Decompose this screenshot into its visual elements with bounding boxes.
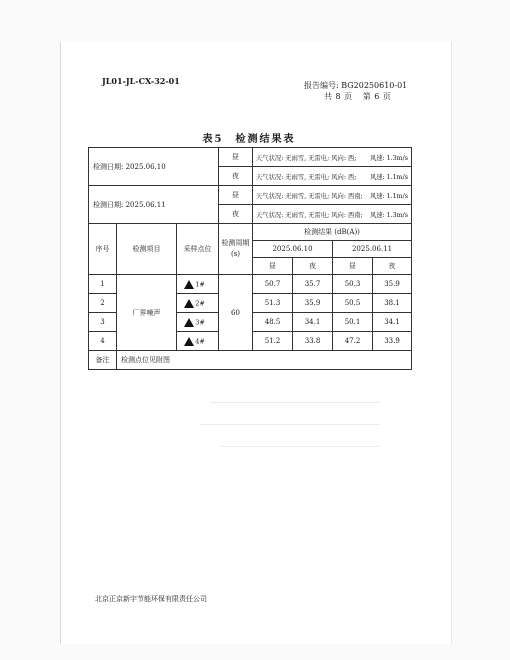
col-date2-header: 2025.06.11 [333,241,412,258]
weather-info [253,148,412,167]
weather-period: 昼 [219,186,253,205]
remark-row [89,351,412,370]
weather-info [253,186,412,205]
result-cell: 51.2 [253,332,293,351]
remark-text: 检测点位见附图 [117,351,412,370]
total-pages: 共 8 页 [324,92,353,101]
triangle-marker-icon [184,318,194,327]
point-label: 3# [195,318,205,326]
table-number: 表5 [202,134,224,145]
wind-direction: 风向: 西南; [331,211,363,219]
col-result-header: 检测结果 (dB(A)) [253,224,412,241]
weather-row [89,186,412,205]
report-number: 报告编号: BG20250610-01 [304,81,408,90]
triangle-marker-icon [184,337,194,346]
result-cell: 51.3 [253,294,293,313]
col-day-header: 昼 [333,258,373,275]
result-cell: 50.1 [333,313,373,332]
result-cell: 35.9 [293,294,333,313]
result-cell: 38.1 [373,294,412,313]
company-name-footer: 北京正京新宇节能环保有限责任公司 [95,595,207,603]
triangle-marker-icon [184,299,194,308]
sampling-point [177,313,219,332]
wind-direction: 风向: 西; [331,173,357,181]
col-night-header: 夜 [293,258,333,275]
result-cell: 33.9 [373,332,412,351]
table-name: 检测结果表 [235,134,296,145]
sampling-point [177,275,219,294]
point-label: 1# [195,280,205,288]
result-cell: 47.2 [333,332,373,351]
weather-period: 昼 [219,148,253,167]
result-cell: 48.5 [253,313,293,332]
point-label: 2# [195,299,205,307]
result-cell: 50.7 [253,275,293,294]
col-index-header: 序号 [89,224,117,275]
col-date1-header: 2025.06.10 [253,241,333,258]
item-name: 厂界噪声 [117,275,177,351]
weather-info [253,205,412,224]
wind-speed: 风速: 1.3m/s [369,154,408,162]
point-label: 4# [195,337,205,345]
bleed-through-line [210,402,380,403]
page-info [324,91,401,102]
col-item-header: 检测项目 [117,224,177,275]
table-title [0,130,510,145]
table-row [89,275,412,294]
bleed-through-line [220,446,380,447]
bleed-through-line [200,424,380,425]
wind-speed: 风速: 1.1m/s [369,173,408,181]
weather-condition: 天气状况: 无雨雪, 无雷电; [256,211,330,219]
wind-direction: 风向: 西; [331,154,357,162]
weather-row [89,148,412,167]
col-day-header: 昼 [253,258,293,275]
result-cell: 34.1 [293,313,333,332]
weather-period: 夜 [219,205,253,224]
weather-condition: 天气状况: 无雨雪, 无雷电; [256,192,330,200]
result-cell: 34.1 [373,313,412,332]
row-number: 1 [89,275,117,294]
wind-direction: 风向: 西南; [331,192,363,200]
header-row [89,224,412,241]
row-number: 3 [89,313,117,332]
weather-period: 夜 [219,167,253,186]
col-point-header: 采样点位 [177,224,219,275]
result-cell: 35.9 [373,275,412,294]
triangle-marker-icon [184,280,194,289]
result-cell: 50.3 [333,275,373,294]
weather-date: 检测日期: 2025.06.10 [89,148,219,186]
result-cell: 50.5 [333,294,373,313]
weather-date: 检测日期: 2025.06.11 [89,186,219,224]
remark-label: 备注 [89,351,117,370]
page-number: 第 6 页 [362,92,392,101]
weather-condition: 天气状况: 无雨雪, 无雷电; [256,154,330,162]
col-night-header: 夜 [373,258,412,275]
wind-speed: 风速: 1.1m/s [369,192,408,200]
weather-condition: 天气状况: 无雨雪, 无雷电; [256,173,330,181]
col-period-header: 检测周期(s) [219,224,253,275]
period-value: 60 [219,275,253,351]
weather-info [253,167,412,186]
result-cell: 35.7 [293,275,333,294]
results-table [88,147,412,370]
sampling-point [177,294,219,313]
row-number: 4 [89,332,117,351]
document-code: JL01-JL-CX-32-01 [102,76,180,86]
row-number: 2 [89,294,117,313]
wind-speed: 风速: 1.3m/s [369,211,408,219]
sampling-point [177,332,219,351]
result-cell: 33.8 [293,332,333,351]
